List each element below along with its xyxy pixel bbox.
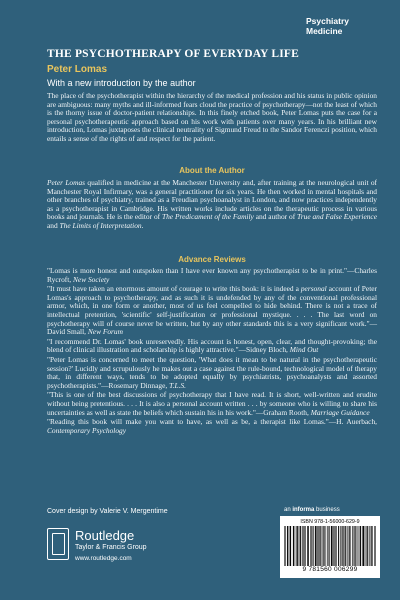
publisher-name: Routledge bbox=[75, 528, 135, 543]
barcode-bar bbox=[372, 526, 373, 566]
barcode-bar bbox=[331, 526, 332, 566]
barcode-bar bbox=[353, 526, 354, 566]
barcode-bar bbox=[329, 526, 330, 566]
book-ref: True and False Experience bbox=[297, 212, 377, 222]
barcode-bar bbox=[296, 526, 297, 566]
review-item bbox=[47, 338, 377, 355]
barcode-bar bbox=[343, 526, 344, 566]
barcode-bar bbox=[321, 526, 322, 566]
barcode-bar bbox=[308, 526, 309, 566]
review-quote: "I recommend Dr. Lomas' book unreservedly. His account is honest, open, clear, and thought-provoking; the blend of clinical illustration and scholarship is highly attractive."—Sidney Bloch, bbox=[47, 336, 377, 355]
informa-suffix: business bbox=[314, 507, 340, 513]
about-text-part: . bbox=[141, 220, 144, 230]
barcode-bar bbox=[342, 526, 343, 566]
advance-reviews-heading: Advance Reviews bbox=[178, 255, 246, 264]
review-emphasis: personal bbox=[300, 284, 327, 294]
barcode-bar bbox=[323, 526, 324, 566]
review-source: T.L.S. bbox=[169, 380, 186, 390]
barcode-bar bbox=[303, 526, 304, 566]
barcode-bar bbox=[311, 526, 312, 566]
routledge-logo-icon bbox=[47, 528, 69, 560]
informa-brand: informa bbox=[292, 507, 315, 513]
barcode-bar bbox=[324, 526, 325, 566]
barcode-bar bbox=[312, 526, 313, 566]
barcode-bar bbox=[342, 526, 343, 566]
review-quote-cont: account of Peter Lomas's approach to psychotherapy, and as such it is undefended by any of the conventional professional armor, which, in one form or another, most of us feel compelled to hide behind. There is not a trace of intellectual pretention, 'scientific' self-justification or professional mystique. . . . The last word on psychotherapy will of course never be written, but by any other standards this is a very significant work."—David Small, bbox=[47, 284, 377, 337]
barcode-bar bbox=[360, 526, 361, 566]
about-author-text bbox=[47, 179, 377, 231]
review-quote: "It must have taken an enormous amount of courage to write this book: it is indeed a bbox=[47, 284, 301, 294]
informa-business-label bbox=[284, 507, 340, 513]
book-ref: The Predicament of the Family bbox=[162, 212, 254, 222]
review-source: Mind Out bbox=[289, 345, 319, 355]
barcode-bar bbox=[313, 526, 314, 566]
barcode-bar bbox=[285, 526, 286, 566]
barcode-bar bbox=[284, 526, 285, 566]
review-source: Contemporary Psychology bbox=[47, 425, 127, 435]
barcode-bar bbox=[375, 526, 376, 566]
review-quote: "Lomas is more honest and outspoken than I have ever known any psychotherapist to be in print."—Charles Rycroft, bbox=[47, 266, 377, 284]
category-label bbox=[306, 16, 386, 36]
review-source: Marriage Guidance bbox=[310, 407, 370, 417]
barcode-bar bbox=[354, 526, 355, 566]
barcode-bar bbox=[297, 526, 298, 566]
review-item bbox=[47, 285, 377, 337]
barcode-bar bbox=[374, 526, 375, 566]
subtitle: With a new introduction by the author bbox=[47, 78, 196, 88]
barcode-bar bbox=[293, 526, 294, 566]
barcode-bar bbox=[310, 526, 311, 566]
barcode-bar bbox=[308, 526, 309, 566]
book-title: THE PSYCHOTHERAPY OF EVERYDAY LIFE bbox=[47, 48, 299, 60]
book-ref: The Limits of Interpretation bbox=[59, 220, 142, 230]
barcode-bar bbox=[327, 526, 328, 566]
review-quote: "This is one of the best discussions of psychotherapy that I have read. It is short, well-written and erudite without being pretentious. . . . It is also a personal account written . . . by someone who is willing to share his uncertainties as well as state the beliefs which sustain his in his work."—Graham Rooth, bbox=[47, 390, 377, 417]
book-blurb: The place of the psychotherapist within the hierarchy of the medical profession and his status in public opinion are ambiguous: many myths and ill-informed fears cloud the practice of psychotherapy—not the least of which is the thorny issue of doctor-patient relationships. In this finely etched book, Peter Lomas puts the case for a personal psychotherapeutic approach based on his work with patients over many years. In his brilliant new introduction, Lomas juxtaposes the clinical neutrality of Sigmund Freud to the Sandor Ferenczi position, which entails a sense of the rights of and respect for the patient. bbox=[47, 91, 377, 143]
barcode-bar bbox=[290, 526, 291, 566]
barcode-bar bbox=[339, 526, 340, 566]
about-text-part: qualified in medicine at the Manchester University and, after training at the neurological unit of Manchester Royal Infirmary, was a general practitioner for six years. He then worked in mental hospitals and other branches of psychiatry, trained as a Freudian psychoanalyst in London, and now practices independently as a psychotherapist in Cambridge. His written works include articles on the therapeutic process in various books and journals. He is the editor of bbox=[47, 178, 377, 222]
barcode-bar bbox=[345, 526, 346, 566]
barcode-bar bbox=[301, 526, 302, 566]
barcode-bar bbox=[302, 526, 303, 566]
review-item bbox=[47, 391, 377, 417]
barcode-bar bbox=[349, 526, 350, 566]
barcode-bar bbox=[331, 526, 332, 566]
barcode-number: 9 781560 006299 bbox=[302, 566, 358, 573]
barcode-bar bbox=[300, 526, 301, 566]
barcode-bar bbox=[295, 526, 296, 566]
barcode-bar bbox=[299, 526, 300, 566]
barcode-bar bbox=[346, 526, 347, 566]
barcode-bar bbox=[316, 526, 317, 566]
barcode-bars bbox=[284, 526, 376, 566]
barcode-bar bbox=[315, 526, 316, 566]
barcode-bar bbox=[291, 526, 292, 566]
barcode-bar bbox=[368, 526, 369, 566]
reviews-list bbox=[47, 267, 377, 436]
barcode-bar bbox=[293, 526, 294, 566]
publisher-url: www.routledge.com bbox=[75, 555, 132, 562]
barcode-bar bbox=[369, 526, 370, 566]
barcode-bar bbox=[352, 526, 353, 566]
barcode-bar bbox=[315, 526, 316, 566]
barcode-bar bbox=[359, 526, 360, 566]
barcode-bar bbox=[345, 526, 346, 566]
barcode-bar bbox=[371, 526, 372, 566]
review-item bbox=[47, 418, 377, 435]
barcode-bar bbox=[350, 526, 351, 566]
barcode-bar bbox=[366, 526, 367, 566]
barcode-bar bbox=[371, 526, 372, 566]
about-author-heading: About the Author bbox=[179, 166, 245, 175]
barcode-bar bbox=[305, 526, 306, 566]
barcode-bar bbox=[335, 526, 336, 566]
cover-design-credit: Cover design by Valerie V. Mergentime bbox=[47, 508, 168, 515]
barcode-bar bbox=[323, 526, 324, 566]
barcode-bar bbox=[298, 526, 299, 566]
barcode-bar bbox=[329, 526, 330, 566]
barcode-bar bbox=[288, 526, 289, 566]
review-item bbox=[47, 356, 377, 390]
barcode-bar bbox=[304, 526, 305, 566]
barcode-bar bbox=[362, 526, 363, 566]
barcode-bar bbox=[336, 526, 337, 566]
barcode-bar bbox=[340, 526, 341, 566]
barcode-bar bbox=[358, 526, 359, 566]
isbn-text: ISBN 978-1-56000-629-9 bbox=[300, 519, 360, 525]
barcode-bar bbox=[348, 526, 349, 566]
barcode-bar bbox=[326, 526, 327, 566]
barcode-bar bbox=[332, 526, 333, 566]
barcode-bar bbox=[334, 526, 335, 566]
barcode-bar bbox=[367, 526, 368, 566]
barcode-bar bbox=[287, 526, 288, 566]
barcode-bar bbox=[365, 526, 366, 566]
about-text-part: and bbox=[47, 220, 60, 230]
category-line-1: Psychiatry bbox=[306, 16, 349, 26]
barcode-bar bbox=[349, 526, 350, 566]
barcode-bar bbox=[361, 526, 362, 566]
review-quote: "Reading this book will make you want to have, as well as be, a therapist like Lomas."—H. Auerbach, bbox=[47, 417, 377, 427]
barcode-bar bbox=[355, 526, 356, 566]
publisher-logo bbox=[47, 526, 167, 572]
informa-prefix: an bbox=[284, 507, 293, 513]
publisher-group: Taylor & Francis Group bbox=[75, 544, 147, 551]
barcode-bar bbox=[318, 526, 319, 566]
barcode-bar bbox=[317, 526, 318, 566]
review-source: New Forum bbox=[87, 327, 123, 337]
about-text-part: and author of bbox=[253, 212, 298, 222]
barcode-bar bbox=[320, 526, 321, 566]
author-name: Peter Lomas bbox=[47, 64, 108, 75]
review-item bbox=[47, 267, 377, 284]
barcode-bar bbox=[338, 526, 339, 566]
isbn-barcode bbox=[280, 516, 380, 578]
barcode-bar bbox=[364, 526, 365, 566]
review-source: New Society bbox=[72, 274, 110, 284]
barcode-bar bbox=[356, 526, 357, 566]
about-author-name: Peter Lomas bbox=[47, 178, 86, 187]
category-line-2: Medicine bbox=[306, 26, 343, 36]
barcode-bar bbox=[319, 526, 320, 566]
barcode-bar bbox=[363, 526, 364, 566]
barcode-bar bbox=[289, 526, 290, 566]
barcode-bar bbox=[333, 526, 334, 566]
review-quote: "Peter Lomas is concerned to meet the question, 'What does it mean to be natural in the psychotherapeutic session?' Lucidly and scrupulously he makes out a case against the rule-bound, technological model of therapy that, in different ways, tends to be adopted equally by psychiatrists, psychoanalysts and assorted psychotherapists."—Rosemary Dinnage, bbox=[47, 354, 377, 390]
barcode-bar bbox=[307, 526, 308, 566]
